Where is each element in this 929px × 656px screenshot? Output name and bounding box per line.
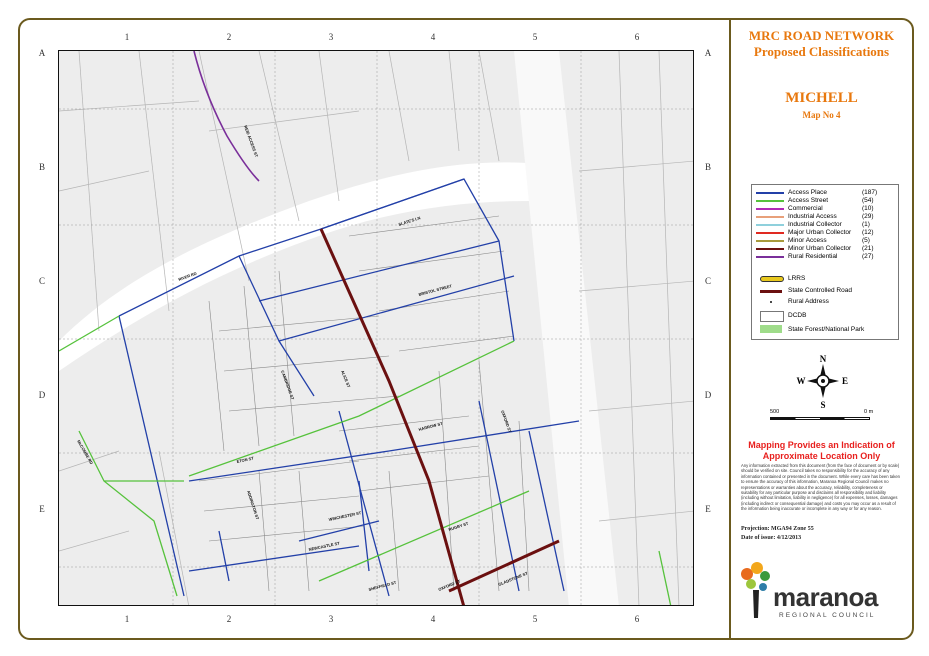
street-label: WINCHESTER ST (328, 510, 362, 522)
legend-label: State Forest/National Park (788, 326, 865, 333)
legend-count: (12) (862, 229, 874, 236)
grid-col-top: 3 (328, 32, 334, 42)
grid-col-bottom: 4 (430, 614, 436, 624)
legend-count: (29) (862, 213, 874, 220)
river-corridor (59, 162, 529, 371)
grid-col-top: 4 (430, 32, 436, 42)
legend-label: DCDB (788, 312, 807, 319)
legend-line-swatch (756, 256, 784, 258)
street-label: OXFORD ST (500, 409, 513, 434)
legend-count: (10) (862, 205, 874, 212)
grid-row-right: B (704, 162, 711, 172)
legend-label: Access Street (788, 197, 829, 204)
legend-row (756, 312, 894, 321)
side-panel (731, 20, 912, 638)
legend-label: Access Place (788, 189, 828, 196)
street-label: McCOMBE RD (76, 439, 95, 466)
legend-count: (187) (862, 189, 878, 196)
rural-residential-road (194, 51, 259, 181)
legend-label: State Controlled Road (788, 287, 852, 294)
lrrs-swatch (760, 276, 784, 282)
street-label: REID ACCESS ST (243, 124, 260, 158)
legend-line-swatch (756, 232, 784, 234)
legend-line-swatch (756, 240, 784, 242)
north-arrow-icon (793, 352, 853, 410)
street-label: NEWCASTLE ST (308, 540, 341, 552)
tree-logo-icon (739, 560, 771, 620)
legend-row (756, 253, 894, 262)
projection: Projection: MGA94 Zone 55 (741, 526, 814, 532)
street-label: ALICE ST (340, 369, 352, 389)
legend-line-swatch (760, 290, 782, 293)
rail-corridor (514, 51, 619, 606)
scale-left-label: 500 (770, 409, 780, 415)
street-label: HARROW ST (417, 420, 444, 432)
street-label: RUGBY ST (447, 520, 469, 532)
north-label: N (819, 354, 827, 364)
forest-swatch (760, 325, 782, 333)
legend-row (756, 298, 894, 307)
legend-line-swatch (756, 216, 784, 218)
legend-count: (1) (862, 221, 870, 228)
legend-label: LRRS (788, 275, 806, 282)
disclaimer-text: Any information extracted from this document (from the face of document or by scale) should be verified on site. Council takes no responsibility for the accuracy of any information contained or presented in the document. While every care has been taken to ensure the accuracy of this information, Maranoa Regional Council makes no representations or warranties about the accuracy, reliability, completeness or suitability for any particular purpose and disclaims all responsibility and liability (including without limitation, liability in negligence) for all expenses, losses, damages (including indirect or consequential damage) and costs you may occur as a result of the information being inaccurate or incomplete in any way or for any reason. (741, 463, 900, 512)
legend-count: (54) (862, 197, 874, 204)
date-of-issue: Date of issue: 4/12/2013 (741, 535, 802, 541)
maranoa-logo (739, 560, 909, 630)
grid-row-left: A (38, 48, 46, 58)
street-label: SLATE'S LN (397, 215, 422, 227)
logo-subtitle: REGIONAL COUNCIL (779, 612, 876, 619)
legend-label: Industrial Collector (788, 221, 842, 228)
street-label: GLADSTONE ST (497, 570, 529, 587)
legend-label: Major Urban Collector (788, 229, 852, 236)
legend-row (756, 287, 894, 296)
map-name: MICHELL (785, 90, 858, 106)
legend-line-swatch (756, 248, 784, 250)
street-label: SHEFFIELD ST (367, 579, 397, 592)
legend-count: (27) (862, 253, 874, 260)
street-label: OXFORD ST (437, 578, 462, 592)
grid-row-right: D (704, 390, 712, 400)
legend-line-swatch (756, 192, 784, 194)
street-label: BRISTOL STREET (417, 283, 453, 297)
grid-col-top: 6 (634, 32, 640, 42)
grid-row-right: A (704, 48, 712, 58)
grid-col-top: 5 (532, 32, 538, 42)
grid-col-top: 2 (226, 32, 232, 42)
legend (751, 184, 899, 340)
legend-label: Minor Access (788, 237, 827, 244)
legend-label: Minor Urban Collector (788, 245, 852, 252)
rural-address-dot (770, 301, 772, 303)
legend-row (756, 275, 894, 284)
map-number: Map No 4 (802, 110, 841, 120)
grid-row-left: B (38, 162, 45, 172)
legend-count: (21) (862, 245, 874, 252)
logo-name: maranoa (773, 582, 878, 612)
grid-col-bottom: 1 (124, 614, 130, 624)
legend-line-swatch (756, 200, 784, 202)
legend-line-swatch (756, 208, 784, 210)
legend-row (756, 326, 894, 335)
legend-label: Rural Residential (788, 253, 838, 260)
grid-col-bottom: 3 (328, 614, 334, 624)
street-label: ADDINGTON ST (246, 489, 261, 521)
disclaimer-heading (731, 440, 912, 462)
grid-col-bottom: 2 (226, 614, 232, 624)
map-subtitle: Proposed Classifications (753, 44, 890, 59)
disclaimer-heading-line2: Approximate Location Only (762, 451, 881, 461)
grid-row-left: E (39, 504, 45, 514)
grid-row-right: C (704, 276, 711, 286)
grid-col-bottom: 5 (532, 614, 538, 624)
map-canvas (59, 51, 694, 606)
scale-right-label: 0 m (864, 409, 874, 415)
map-area[interactable] (58, 50, 694, 606)
grid-row-left: C (38, 276, 45, 286)
south-label: S (820, 400, 826, 410)
disclaimer-heading-line1: Mapping Provides an Indication of (748, 440, 895, 450)
grid-col-top: 1 (124, 32, 130, 42)
grid-row-left: D (38, 390, 46, 400)
map-title: MRC ROAD NETWORK (748, 28, 895, 43)
grid-row-right: E (705, 504, 711, 514)
street-label: CAMBRIDGE ST (280, 369, 296, 401)
access-place-roads (119, 179, 579, 596)
legend-label: Industrial Access (788, 213, 837, 220)
street-label: RIVER RD (177, 270, 198, 282)
legend-line-swatch (756, 224, 784, 226)
legend-count: (5) (862, 237, 870, 244)
west-label: W (796, 376, 806, 386)
dcdb-swatch (760, 311, 784, 322)
street-label: ETON ST (236, 455, 255, 464)
grid-col-bottom: 6 (634, 614, 640, 624)
legend-label: Rural Address (788, 298, 829, 305)
east-label: E (841, 376, 849, 386)
legend-label: Commercial (788, 205, 823, 212)
